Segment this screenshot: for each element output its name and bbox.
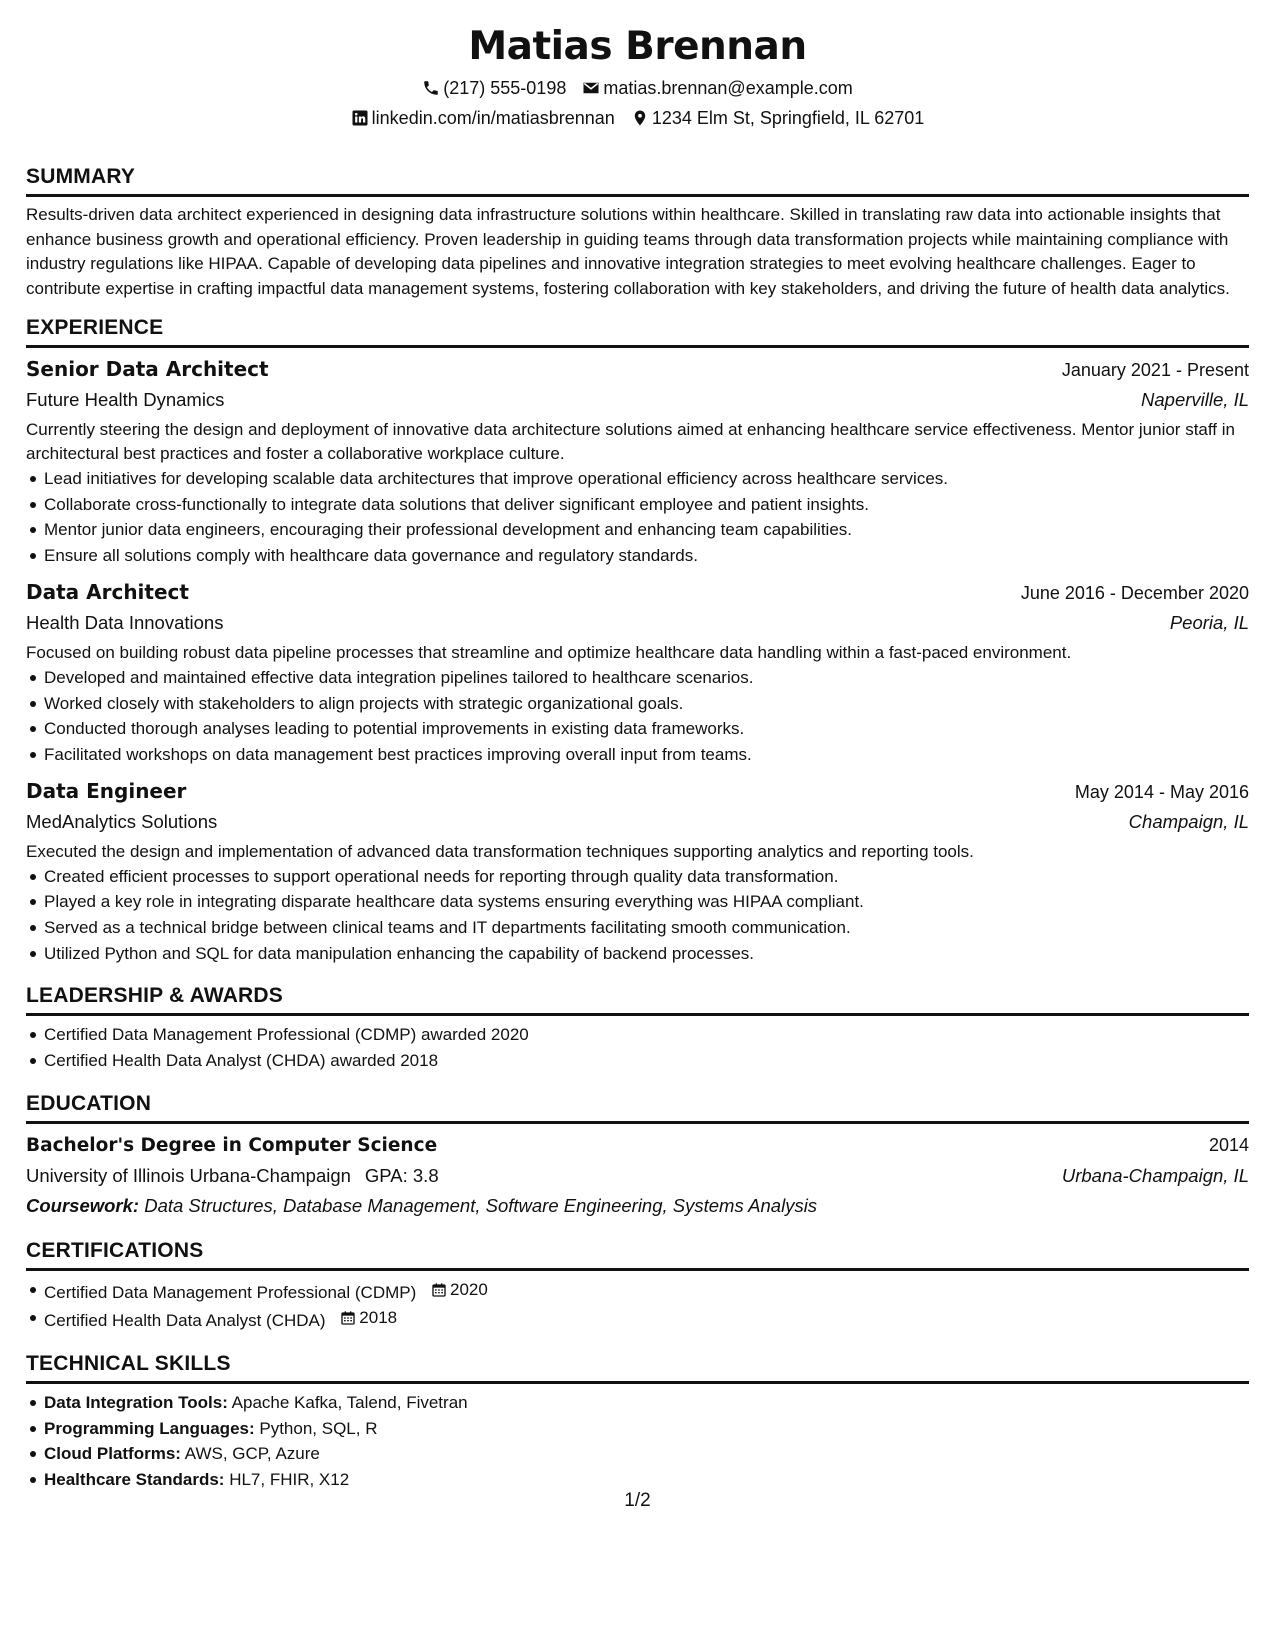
list-item: Developed and maintained effective data integration pipelines tailored to healthcare scenarios. <box>44 665 1249 691</box>
graduation-year: 2014 <box>1208 1134 1249 1155</box>
list-item: Worked closely with stakeholders to align projects with strategic organizational goals. <box>44 691 1249 717</box>
job-date: June 2016 - December 2020 <box>1020 582 1249 603</box>
section-title-skills: TECHNICAL SKILLS <box>26 1350 1249 1384</box>
candidate-name: Matias Brennan <box>468 24 807 69</box>
list-item: Created efficient processes to support operational needs for reporting through quality data transformation. <box>44 864 1249 890</box>
skill-value: Python, SQL, R <box>259 1418 378 1438</box>
envelope-icon <box>582 79 600 97</box>
contact-phone <box>422 73 566 103</box>
job-location: Naperville, IL <box>1141 389 1249 410</box>
skill-label: Cloud Platforms: <box>44 1444 181 1464</box>
skill-value: AWS, GCP, Azure <box>184 1444 320 1464</box>
contact-row-1 <box>26 73 1249 103</box>
list-item: Mentor junior data engineers, encouraging their professional development and enhancing team capabilities. <box>44 517 1249 543</box>
section-title-education: EDUCATION <box>26 1090 1249 1124</box>
job-description: Focused on building robust data pipeline processes that streamline and optimize healthcare data handling within a fast-paced environment. <box>26 642 1072 662</box>
awards-list <box>26 1022 1249 1073</box>
phone-icon <box>422 79 440 97</box>
gpa: GPA: 3.8 <box>364 1164 439 1186</box>
list-item: Ensure all solutions comply with healthcare data governance and regulatory standards. <box>44 543 1249 569</box>
cert-year: 2018 <box>359 1308 398 1328</box>
coursework-label: Coursework: <box>26 1194 140 1216</box>
resume-header <box>26 0 1249 133</box>
list-item <box>44 1441 1249 1467</box>
section-title-experience: EXPERIENCE <box>26 314 1249 348</box>
list-item: Collaborate cross-functionally to integrate data solutions that deliver significant employee and patient insights. <box>44 492 1249 518</box>
job-entry <box>26 354 1249 569</box>
section-title-certifications: CERTIFICATIONS <box>26 1237 1249 1271</box>
coursework-list: Data Structures, Database Management, Software Engineering, Systems Analysis <box>144 1194 818 1216</box>
school-name: University of Illinois Urbana-Champaign <box>26 1164 351 1186</box>
school-location: Urbana-Champaign, IL <box>1061 1164 1249 1186</box>
job-company: MedAnalytics Solutions <box>26 810 218 832</box>
degree-title: Bachelor's Degree in Computer Science <box>26 1134 438 1156</box>
resume-page <box>26 0 1249 1493</box>
list-item: Utilized Python and SQL for data manipulation enhancing the capability of backend processes. <box>44 941 1249 967</box>
job-entry <box>26 776 1249 967</box>
awards-section <box>26 982 1249 1073</box>
job-title: Data Engineer <box>26 778 187 803</box>
contact-address <box>631 103 925 133</box>
skill-value: HL7, FHIR, X12 <box>229 1470 350 1490</box>
cert-year: 2020 <box>450 1279 488 1299</box>
section-title-summary: SUMMARY <box>26 163 1249 197</box>
contact-linkedin[interactable] <box>351 103 615 133</box>
skills-section <box>26 1350 1249 1493</box>
section-title-awards: LEADERSHIP & AWARDS <box>26 982 1249 1016</box>
summary-section <box>26 163 1249 301</box>
list-item: Certified Data Management Professional (CDMP) awarded 2020 <box>44 1022 1249 1048</box>
job-bullets <box>26 665 1249 768</box>
job-description: Currently steering the design and deployment of innovative data architecture solutions aimed at enhancing healthcare service effectiveness. Mentor junior staff in architectural best practices and foster a collaborative workplace culture. <box>26 420 1235 463</box>
map-pin-icon <box>631 109 649 127</box>
list-item <box>44 1277 1249 1306</box>
list-item: Served as a technical bridge between clinical teams and IT departments facilitating smooth communication. <box>44 915 1249 941</box>
skill-value: Apache Kafka, Talend, Fivetran <box>231 1392 468 1412</box>
certifications-list <box>26 1277 1249 1334</box>
contact-row-2 <box>26 103 1249 133</box>
job-location: Peoria, IL <box>1169 611 1249 633</box>
calendar-icon <box>340 1310 356 1326</box>
coursework <box>26 1191 1249 1221</box>
calendar-icon <box>431 1282 447 1298</box>
list-item <box>44 1467 1249 1493</box>
list-item <box>44 1416 1249 1442</box>
education-section <box>26 1090 1249 1221</box>
job-bullets <box>26 864 1249 967</box>
email-text: matias.brennan@example.com <box>603 78 853 98</box>
job-description: Executed the design and implementation of advanced data transformation techniques supporting analytics and reporting tools. <box>26 841 974 861</box>
certifications-section <box>26 1237 1249 1334</box>
summary-text: Results-driven data architect experienced in designing data infrastructure solutions within healthcare. Skilled in translating raw data into actionable insights that enhance business growth and operational efficiency. Proven leadership in guiding teams through data transformation projects while maintaining compliance with industry regulations like HIPAA. Capable of developing data pipelines and innovative integration strategies to meet evolving healthcare challenges. Eager to contribute expertise in crafting impactful data management systems, fostering collaboration with key stakeholders, and driving the future of health data analytics. <box>26 205 1230 298</box>
school-name-line <box>26 1161 439 1191</box>
job-location: Champaign, IL <box>1128 810 1249 832</box>
job-bullets <box>26 466 1249 569</box>
contact-email[interactable] <box>582 73 852 103</box>
job-company: Health Data Innovations <box>26 611 224 633</box>
cert-date <box>431 1277 488 1303</box>
job-company: Future Health Dynamics <box>26 389 225 410</box>
job-title: Data Architect <box>26 579 189 604</box>
skill-label: Programming Languages: <box>44 1418 255 1438</box>
cert-date <box>340 1305 397 1331</box>
cert-name: Certified Health Data Analyst (CHDA) <box>44 1311 326 1331</box>
list-item: Conducted thorough analyses leading to potential improvements in existing data frameworks. <box>44 716 1249 742</box>
list-item <box>44 1390 1249 1416</box>
linkedin-icon <box>351 109 369 127</box>
page-number: 1/2 <box>624 1490 651 1511</box>
skills-list <box>26 1390 1249 1493</box>
job-date: May 2014 - May 2016 <box>1074 781 1249 802</box>
job-date: January 2021 - Present <box>1061 360 1249 380</box>
address-text: 1234 Elm St, Springfield, IL 62701 <box>651 108 925 128</box>
job-title: Senior Data Architect <box>26 357 269 381</box>
list-item <box>44 1305 1249 1334</box>
job-entry <box>26 577 1249 768</box>
linkedin-text: linkedin.com/in/matiasbrennan <box>371 108 615 128</box>
skill-label: Healthcare Standards: <box>44 1470 225 1490</box>
skill-label: Data Integration Tools: <box>44 1392 228 1412</box>
list-item: Played a key role in integrating disparate healthcare data systems ensuring everything was HIPAA compliant. <box>44 889 1249 915</box>
experience-section <box>26 314 1249 966</box>
list-item: Lead initiatives for developing scalable data architectures that improve operational efficiency across healthcare services. <box>44 466 1249 492</box>
cert-name: Certified Data Management Professional (CDMP) <box>44 1282 417 1302</box>
list-item: Certified Health Data Analyst (CHDA) awarded 2018 <box>44 1048 1249 1074</box>
list-item: Facilitated workshops on data management best practices improving overall input from teams. <box>44 742 1249 768</box>
phone-text: (217) 555-0198 <box>443 78 567 98</box>
